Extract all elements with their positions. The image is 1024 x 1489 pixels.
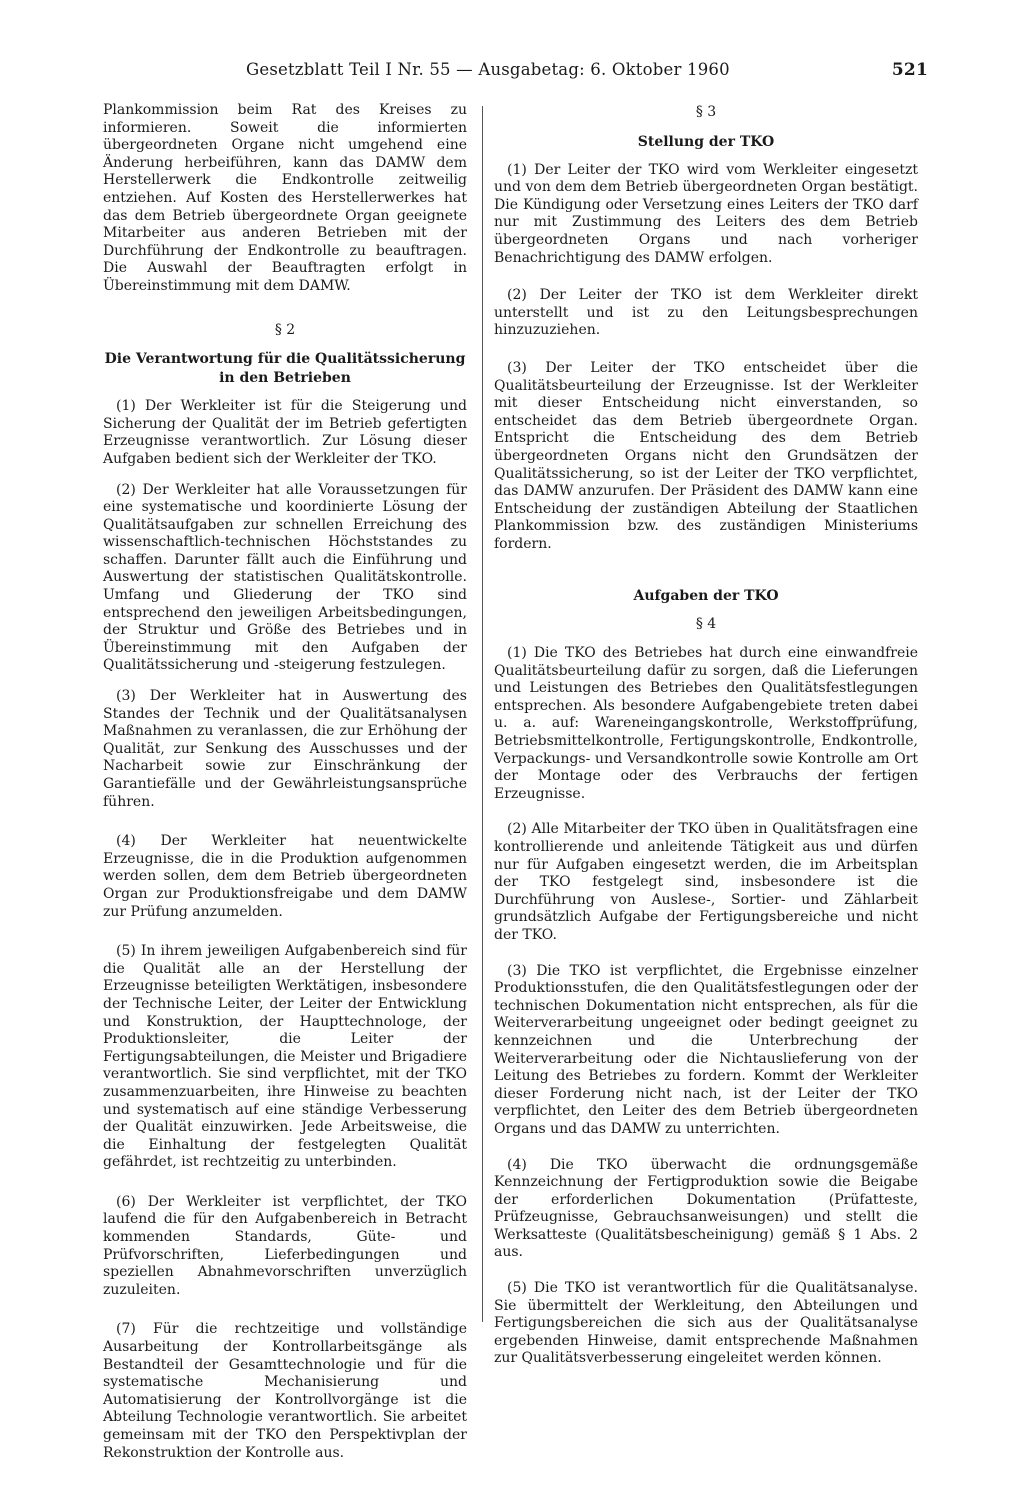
section-4-paragraph-4: (4) Die TKO überwacht die ordnungsgemäße Kennzeichnung der Fertigproduktion sowie die Beigabe der erforderlichen Dokumentation (Prüfatteste, Prüfzeugnisse, Gebrauchsanweisungen) und stellt die Werksatteste (Qualitätsbescheinigung) gemäß § 1 Abs. 2 aus. xyxy=(494,1156,918,1261)
section-2-paragraph-2: (2) Der Werkleiter hat alle Voraussetzungen für eine systematische und koordinierte Lösung der Qualitätsaufgaben zur schnellen Erreichung des wissenschaftlich-technischen Höchststandes zu schaffen. Darunter fällt auch die Einführung und Auswertung der statistischen Qualitätskontrolle. Umfang und Gliederung der TKO sind entsprechend den jeweiligen Arbeitsbedingungen, der Struktur und Größe des Betriebes und in Übereinstimmung mit den Aufgaben der Qualitätssicherung und -steigerung festzulegen. xyxy=(103,481,467,674)
intro-paragraph: Plankommission beim Rat des Kreises zu informieren. Soweit die informierten übergeordneten Organe nicht umgehend eine Änderung herbeiführen, kann das DAMW dem Herstellerwerk die Endkontrolle zeitweilig entziehen. Auf Kosten des Herstellerwerkes hat das dem Betrieb übergeordnete Organ geeignete Mitarbeiter aus anderen Betrieben mit der Durchführung der Endkontrolle zu beauftragen. Die Auswahl der Beauftragten erfolgt in Übereinstimmung mit dem DAMW. xyxy=(103,102,467,294)
section-4-paragraph-5: (5) Die TKO ist verantwortlich für die Qualitätsanalyse. Sie übermittelt der Werkleitung, den Abteilungen und Fertigungsbereichen die sich aus der Qualitätsanalyse ergebenden Hinweise, damit entsprechende Maßnahmen zur Qualitätsverbesserung eingeleitet werden können. xyxy=(494,1280,918,1367)
section-2-paragraph-7: (7) Für die rechtzeitige und vollständige Ausarbeitung der Kontrollarbeitsgänge als Bestandteil der Gesamttechnologie und für die systematische Mechanisierung und Automatisierung der Kontrollvorgänge ist die Abteilung Technologie verantwortlich. Sie arbeitet gemeinsam mit der TKO den Perspektivplan der Rekonstruktion der Kontrolle aus. xyxy=(103,1321,467,1461)
page-header xyxy=(246,60,928,90)
section-2-paragraph-5: (5) In ihrem jeweiligen Aufgabenbereich sind für die Qualität alle an der Herstellung der Erzeugnisse beteiligten Werktätigen, insbesondere der Technische Leiter, der Leiter der Entwicklung und Konstruktion, der Haupttechnologe, der Produktionsleiter, die Leiter der Fertigungsabteilungen, die Meister und Brigadiere verantwortlich. Sie sind verpflichtet, mit der TKO zusammenzuarbeiten, ihre Hinweise zu beachten und systematisch auf eine ständige Verbesserung der Qualität einzuwirken. Jede Arbeitsweise, die die Einhaltung der festgelegten Qualität gefährdet, ist rechtzeitig zu unterbinden. xyxy=(103,943,467,1171)
section-2-title-line-2: in den Betrieben xyxy=(219,370,351,387)
gazette-title: Gesetzblatt Teil I Nr. 55 — Ausgabetag: 6. Oktober 1960 xyxy=(246,60,730,79)
section-2-paragraph-1: (1) Der Werkleiter ist für die Steigerung und Sicherung der Qualität der im Betrieb gefertigten Erzeugnisse verantwortlich. Zur Lösung dieser Aufgaben bedient sich der Werkleiter der TKO. xyxy=(103,398,467,467)
page-number: 521 xyxy=(891,60,928,80)
section-3-paragraph-1: (1) Der Leiter der TKO wird vom Werkleiter eingesetzt und von dem dem Betrieb übergeordneten Organ bestätigt. Die Kündigung oder Versetzung eines Leiters der TKO darf nur mit Zustimmung des Leiters des dem Betrieb übergeordneten Organs und nach vorheriger Benachrichtigung des DAMW erfolgen. xyxy=(494,161,918,266)
section-2-paragraph-6: (6) Der Werkleiter ist verpflichtet, der TKO laufend die für den Aufgabenbereich in Betracht kommenden Standards, Güte- und Prüfvorschriften, Lieferbedingungen und speziellen Abnahmevorschriften unverzüglich zuzuleiten. xyxy=(103,1193,467,1298)
section-4-paragraph-3: (3) Die TKO ist verpflichtet, die Ergebnisse einzelner Produktionsstufen, die den Qualitätsfestlegungen oder der technischen Dokumentation nicht entsprechen, als für die Weiterverarbeitung ungeeignet oder bedingt geeignet zu kennzeichnen und die Unterbrechung der Weiterverarbeitung oder die Nichtauslieferung von der Leitung des Betriebes zu fordern. Kommt der Werkleiter dieser Forderung nicht nach, ist der Leiter der TKO verpflichtet, den Leiter des dem Betrieb übergeordneten Organs und das DAMW zu unterrichten. xyxy=(494,962,918,1137)
section-4-paragraph-2: (2) Alle Mitarbeiter der TKO üben in Qualitätsfragen eine kontrollierende und anleitende Tätigkeit aus und dürfen nur für Aufgaben eingesetzt werden, die im Arbeitsplan der TKO festgelegt sind, insbesondere ist die Durchführung von Auslese-, Sortier- und Zählarbeit grundsätzlich Aufgabe der Fertigungsbereiche und nicht der TKO. xyxy=(494,821,918,943)
column-divider xyxy=(482,106,483,1322)
section-2-title-line-1: Die Verantwortung für die Qualitätssicherung xyxy=(104,351,466,368)
section-4-title: Aufgaben der TKO xyxy=(633,588,779,605)
section-4-paragraph-1: (1) Die TKO des Betriebes hat durch eine einwandfreie Qualitätsbeurteilung dafür zu sorgen, daß die Lieferungen und Leistungen des Betriebes den Qualitätsfestlegungen entsprechen. Als besondere Aufgabengebiete treten dabei u. a. auf: Wareneingangskontrolle, Werkstoffprüfung, Betriebsmittelkontrolle, Fertigungskontrolle, Endkontrolle, Verpackungs- und Versandkontrolle sowie Kontrolle am Ort der Montage oder des Verbrauchs der fertigen Erzeugnisse. xyxy=(494,645,918,802)
section-4-number: § 4 xyxy=(695,616,717,633)
section-2-paragraph-4: (4) Der Werkleiter hat neuentwickelte Erzeugnisse, die in die Produktion aufgenommen werden sollen, dem dem Betrieb übergeordneten Organ zur Produktionsfreigabe und dem DAMW zur Prüfung anzumelden. xyxy=(103,833,467,920)
right-column xyxy=(494,104,918,1368)
section-2-paragraph-3: (3) Der Werkleiter hat in Auswertung des Standes der Technik und der Qualitätsanalysen Maßnahmen zu veranlassen, die zur Erhöhung der Qualität, zur Senkung des Ausschusses und der Nacharbeit sowie zur Einschränkung der Garantiefälle und der Gewährleistungsansprüche führen. xyxy=(103,688,467,810)
section-3-number: § 3 xyxy=(695,104,717,120)
left-column xyxy=(103,102,467,1462)
section-2-number: § 2 xyxy=(274,321,296,338)
section-3-paragraph-3: (3) Der Leiter der TKO entscheidet über die Qualitätsbeurteilung der Erzeugnisse. Ist der Werkleiter mit dieser Entscheidung nicht einverstanden, so entscheidet das dem Betrieb übergeordnete Organ. Entspricht die Entscheidung des dem Betrieb übergeordneten Organs nicht den Grundsätzen der Qualitätssicherung, so ist der Leiter der TKO verpflichtet, das DAMW anzurufen. Der Präsident des DAMW kann eine Entscheidung der zuständigen Abteilung der Staatlichen Plankommission bzw. des zuständigen Ministeriums fordern. xyxy=(494,359,918,552)
section-3-title: Stellung der TKO xyxy=(637,133,775,150)
section-3-paragraph-2: (2) Der Leiter der TKO ist dem Werkleiter direkt unterstellt und ist zu den Leitungsbesprechungen hinzuzuziehen. xyxy=(494,287,918,339)
section-2-title xyxy=(103,350,467,388)
